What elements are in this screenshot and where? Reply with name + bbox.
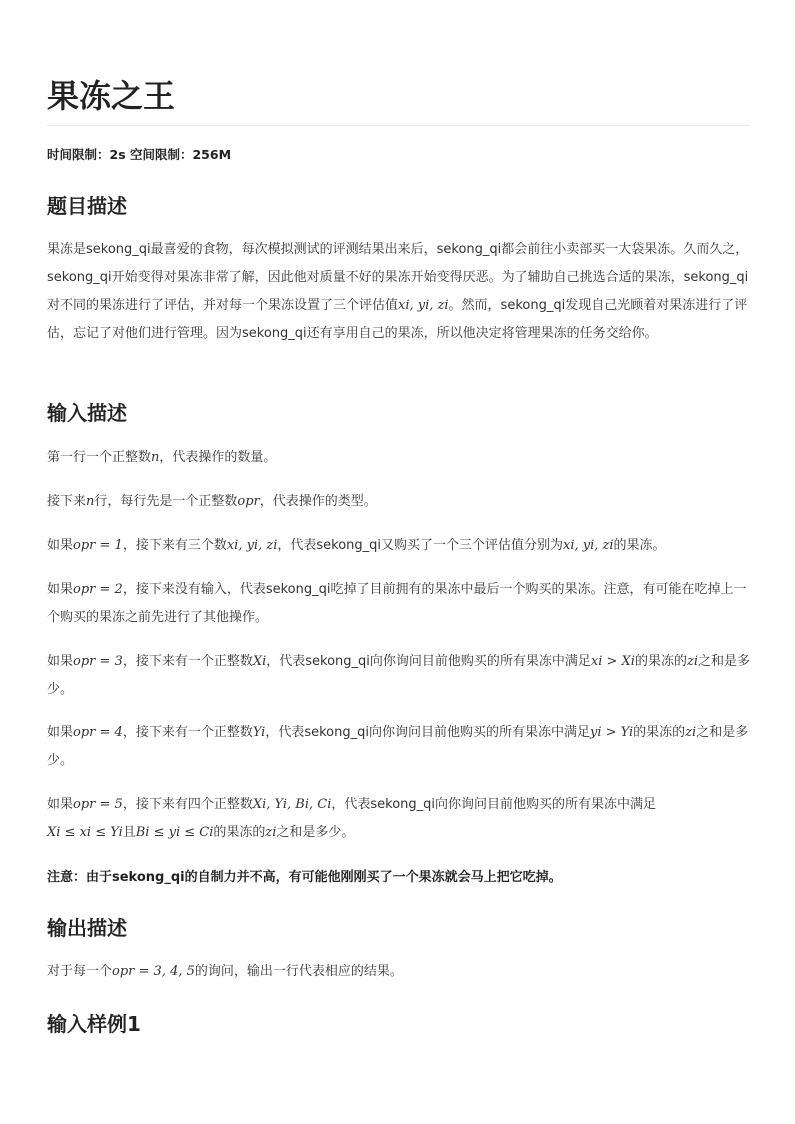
title-divider <box>47 125 750 126</box>
op1-paragraph: 如果opr = 1，接下来有三个数xi, yi, zi，代表sekong_qi又购买了一个三个评估值分别为xi, yi, zi的果冻。 <box>47 538 666 553</box>
input-line-count: 第一行一个正整数n，代表操作的数量。 <box>47 450 277 465</box>
page-title: 果冻之王 <box>47 77 176 115</box>
op5-paragraph: 如果opr = 5，接下来有四个正整数Xi, Yi, Bi, Ci，代表sekong_qi向你询问目前他购买的所有果冻中满足 Xi ≤ xi ≤ Yi且Bi ≤ yi ≤ Ci的果冻的zi之和是多少。 <box>47 797 657 840</box>
limits-info: 时间限制：2s 空间限制：256M <box>47 147 232 162</box>
input-heading: 输入描述 <box>47 401 127 425</box>
note-paragraph: 注意：由于sekong_qi的自制力并不高，有可能他刚刚买了一个果冻就会马上把它吃掉。 <box>47 870 562 885</box>
op3-paragraph: 如果opr = 3，接下来有一个正整数Xi，代表sekong_qi向你询问目前他购买的所有果冻中满足xi > Xi的果冻的zi之和是多少。 <box>47 654 751 697</box>
input-line-ops: 接下来n行，每行先是一个正整数opr，代表操作的类型。 <box>47 494 377 509</box>
output-heading: 输出描述 <box>47 916 127 940</box>
output-paragraph: 对于每一个opr = 3, 4, 5的询问，输出一行代表相应的结果。 <box>47 964 403 979</box>
math-inline: xi, yi, zi <box>398 298 449 313</box>
op2-paragraph: 如果opr = 2，接下来没有输入，代表sekong_qi吃掉了目前拥有的果冻中最后一个购买的果冻。注意，有可能在吃掉上一个购买的果冻之前先进行了其他操作。 <box>47 582 747 625</box>
sample-input-heading: 输入样例1 <box>47 1012 141 1036</box>
description-heading: 题目描述 <box>47 194 127 218</box>
description-paragraph: 果冻是sekong_qi最喜爱的食物，每次模拟测试的评测结果出来后，sekong_qi都会前往小卖部买一大袋果冻。久而久之，sekong_qi开始变得对果冻非常了解，因此他对质量不好的果冻开始变得厌恶。为了辅助自己挑选合适的果冻，sekong_qi对不同的果冻进行了评估，并对每一个果冻设置了三个评估值xi, yi, zi。然而，sekong_qi发现自己光顾着对果冻进行了评估，忘记了对他们进行管理。因为sekong_qi还有享用自己的果冻，所以他决定将管理果冻的任务交给你。 <box>47 242 749 341</box>
op4-paragraph: 如果opr = 4，接下来有一个正整数Yi，代表sekong_qi向你询问目前他购买的所有果冻中满足yi > Yi的果冻的zi之和是多少。 <box>47 725 749 768</box>
